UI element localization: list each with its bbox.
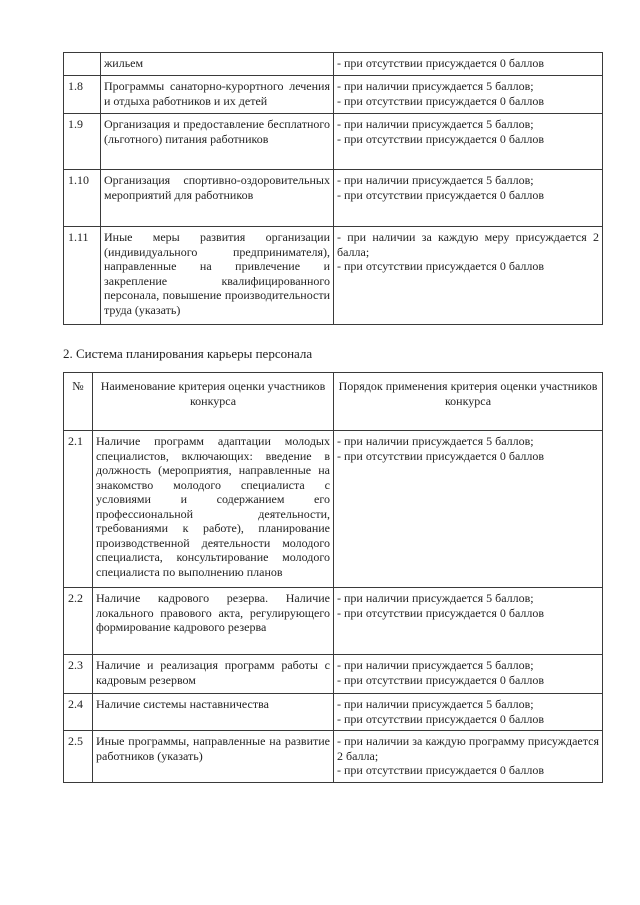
criterion-order: - при наличии присуждается 5 баллов; - при отсутствии присуждается 0 баллов bbox=[334, 431, 603, 588]
row-number bbox=[64, 53, 101, 76]
row-number: 2.1 bbox=[64, 431, 93, 588]
criterion-order: - при наличии присуждается 5 баллов; - при отсутствии присуждается 0 баллов bbox=[334, 655, 603, 694]
criterion-name: Организация спортивно-оздоровительных мероприятий для работников bbox=[101, 170, 334, 227]
row-number: 1.9 bbox=[64, 114, 101, 170]
criterion-name: Наличие системы наставничества bbox=[93, 694, 334, 731]
criterion-order: - при наличии за каждую программу присуждается 2 балла; - при отсутствии присуждается 0 баллов bbox=[334, 731, 603, 783]
section-title: 2. Система планирования карьеры персонала bbox=[63, 346, 313, 361]
criterion-name: Наличие программ адаптации молодых специалистов, включающих: введение в должность (мероприятия, направленные на знакомство молодого специалиста с условиями и содержанием его профессиональной деятельности, требованиями к работе), планирование производственной деятельности молодого специалиста, консультирование молодого специалиста по выполнению планов bbox=[93, 431, 334, 588]
criterion-name: жильем bbox=[101, 53, 334, 76]
criterion-name: Организация и предоставление бесплатного (льготного) питания работников bbox=[101, 114, 334, 170]
row-number: 1.11 bbox=[64, 227, 101, 325]
criterion-name: Иные меры развития организации (индивидуального предпринимателя), направленные на привлечение и закрепление квалифицированного персонала, повышение производительности труда (указать) bbox=[101, 227, 334, 325]
criteria-table-2 bbox=[63, 372, 603, 783]
table-row bbox=[64, 694, 603, 731]
criterion-name: Программы санаторно-курортного лечения и отдыха работников и их детей bbox=[101, 76, 334, 114]
criterion-name: Наличие кадрового резерва. Наличие локального правового акта, регулирующего формирование кадрового резерва bbox=[93, 588, 334, 655]
criterion-order: - при наличии присуждается 5 баллов; - при отсутствии присуждается 0 баллов bbox=[334, 694, 603, 731]
table-row bbox=[64, 431, 603, 588]
criterion-order: - при наличии за каждую меру присуждается 2 балла; - при отсутствии присуждается 0 баллов bbox=[334, 227, 603, 325]
criterion-order: - при наличии присуждается 5 баллов; - при отсутствии присуждается 0 баллов bbox=[334, 114, 603, 170]
table-row bbox=[64, 655, 603, 694]
table-row bbox=[64, 114, 603, 170]
table-row bbox=[64, 588, 603, 655]
table-row bbox=[64, 170, 603, 227]
row-number: 2.3 bbox=[64, 655, 93, 694]
row-number: 2.4 bbox=[64, 694, 93, 731]
column-header-order: Порядок применения критерия оценки участников конкурса bbox=[334, 373, 603, 431]
table-row bbox=[64, 731, 603, 783]
criterion-order: - при отсутствии присуждается 0 баллов bbox=[334, 53, 603, 76]
table-header-row bbox=[64, 373, 603, 431]
table-row bbox=[64, 227, 603, 325]
row-number: 2.2 bbox=[64, 588, 93, 655]
row-number: 2.5 bbox=[64, 731, 93, 783]
column-header-number: № bbox=[64, 373, 93, 431]
row-number: 1.8 bbox=[64, 76, 101, 114]
criterion-order: - при наличии присуждается 5 баллов; - при отсутствии присуждается 0 баллов bbox=[334, 76, 603, 114]
column-header-name: Наименование критерия оценки участников конкурса bbox=[93, 373, 334, 431]
criterion-name: Наличие и реализация программ работы с кадровым резервом bbox=[93, 655, 334, 694]
criterion-order: - при наличии присуждается 5 баллов; - при отсутствии присуждается 0 баллов bbox=[334, 170, 603, 227]
criterion-name: Иные программы, направленные на развитие работников (указать) bbox=[93, 731, 334, 783]
table-row bbox=[64, 76, 603, 114]
criteria-table-1 bbox=[63, 52, 603, 325]
table-row bbox=[64, 53, 603, 76]
row-number: 1.10 bbox=[64, 170, 101, 227]
criterion-order: - при наличии присуждается 5 баллов; - при отсутствии присуждается 0 баллов bbox=[334, 588, 603, 655]
